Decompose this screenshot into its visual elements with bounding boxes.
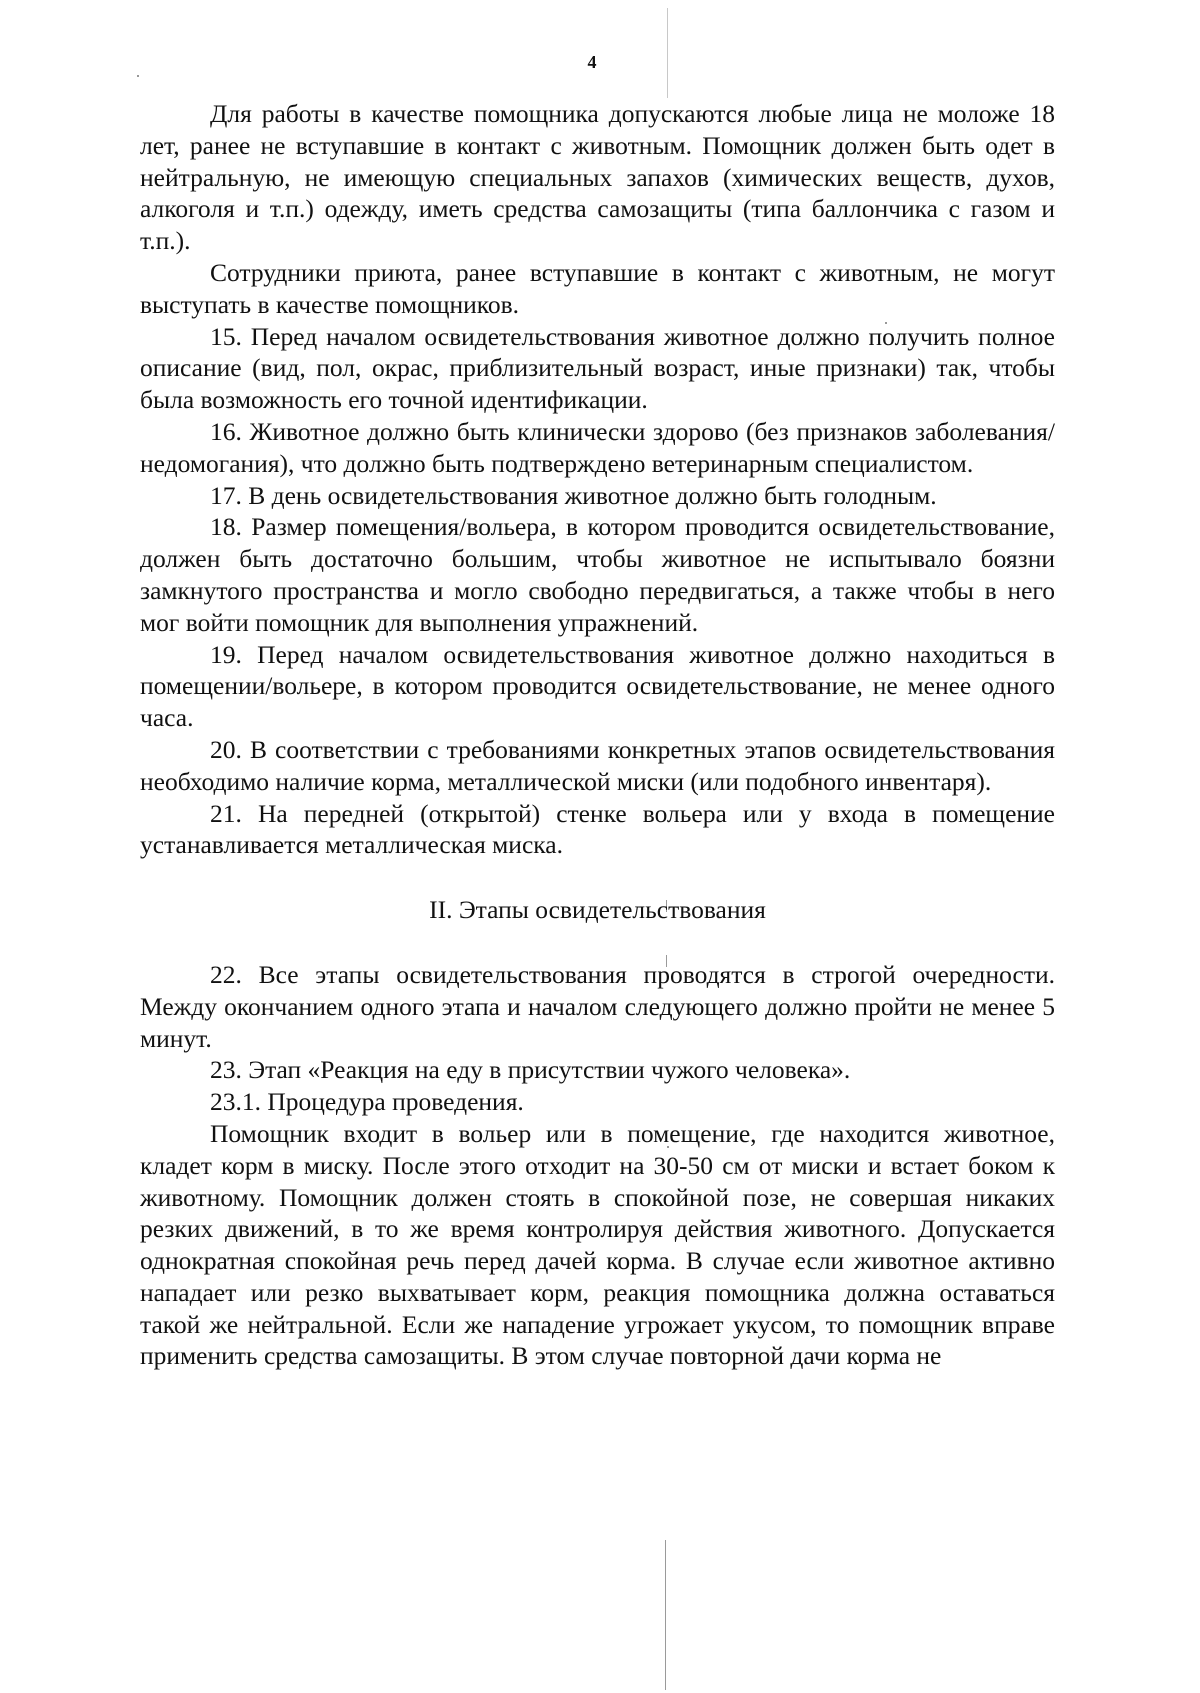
document-body <box>140 98 1055 1372</box>
paragraph: 22. Все этапы освидетельствования проводятся в строгой очередности. Между окончанием одного этапа и началом следующего должно пройти не менее 5 минут. <box>140 959 1055 1053</box>
paragraph: 16. Животное должно быть клинически здорово (без признаков заболевания/недомогания), что должно быть подтверждено ветеринарным специалистом. <box>140 416 1055 478</box>
paragraph: 15. Перед началом освидетельствования животное должно получить полное описание (вид, пол, окрас, приблизительный возраст, иные признаки) так, чтобы была возможность его точной идентификации. <box>140 321 1055 415</box>
paragraph: 19. Перед началом освидетельствования животное должно находиться в помещении/вольере, в котором проводится освидетельствование, не менее одного часа. <box>140 639 1055 733</box>
page-number: 4 <box>587 52 597 72</box>
paragraph: 17. В день освидетельствования животное должно быть голодным. <box>210 480 937 510</box>
paragraph: 18. Размер помещения/вольера, в котором проводится освидетельствование, должен быть достаточно большим, чтобы животное не испытывало боязни замкнутого пространства и могло свободно передвигаться, а также чтобы в него мог войти помощник для выполнения упражнений. <box>140 512 1055 637</box>
paragraph: 23. Этап «Реакция на еду в присутствии чужого человека». <box>210 1055 851 1085</box>
paragraph: Помощник входит в вольер или в помещение, где находится животное, кладет корм в миску. После этого отходит на 30-50 см от миски и встает боком к животному. Помощник должен стоять в спокойной позе, не совершая никаких резких движений, в то же время контролируя действия животного. Допускается однократная спокойная речь перед дачей корма. В случае если животное активно нападает или резко выхватывает корм, реакция помощника должна оставаться такой же нейтральной. Если же нападение угрожает укусом, то помощник вправе применить средства самозащиты. В этом случае повторной дачи корма не <box>140 1118 1055 1371</box>
paragraph: 23.1. Процедура проведения. <box>210 1087 524 1117</box>
section-heading: II. Этапы освидетельствования <box>429 895 766 925</box>
paragraph: 20. В соответствии с требованиями конкретных этапов освидетельствования необходимо наличие корма, металлической миски (или подобного инвентаря). <box>140 734 1055 796</box>
scan-artifact-dot <box>137 75 139 77</box>
paragraph: Для работы в качестве помощника допускаются любые лица не моложе 18 лет, ранее не вступавшие в контакт с животным. Помощник должен быть одет в нейтральную, не имеющую специальных запахов (химических веществ, духов, алкоголя и т.п.) одежду, иметь средства самозащиты (типа баллончика с газом и т.п.). <box>140 99 1055 256</box>
paragraph: 21. На передней (открытой) стенке вольера или у входа в помещение устанавливается металлическая миска. <box>140 798 1055 860</box>
scan-artifact-line <box>665 1540 666 1690</box>
paragraph: Сотрудники приюта, ранее вступавшие в контакт с животным, не могут выступать в качестве помощников. <box>140 257 1055 319</box>
